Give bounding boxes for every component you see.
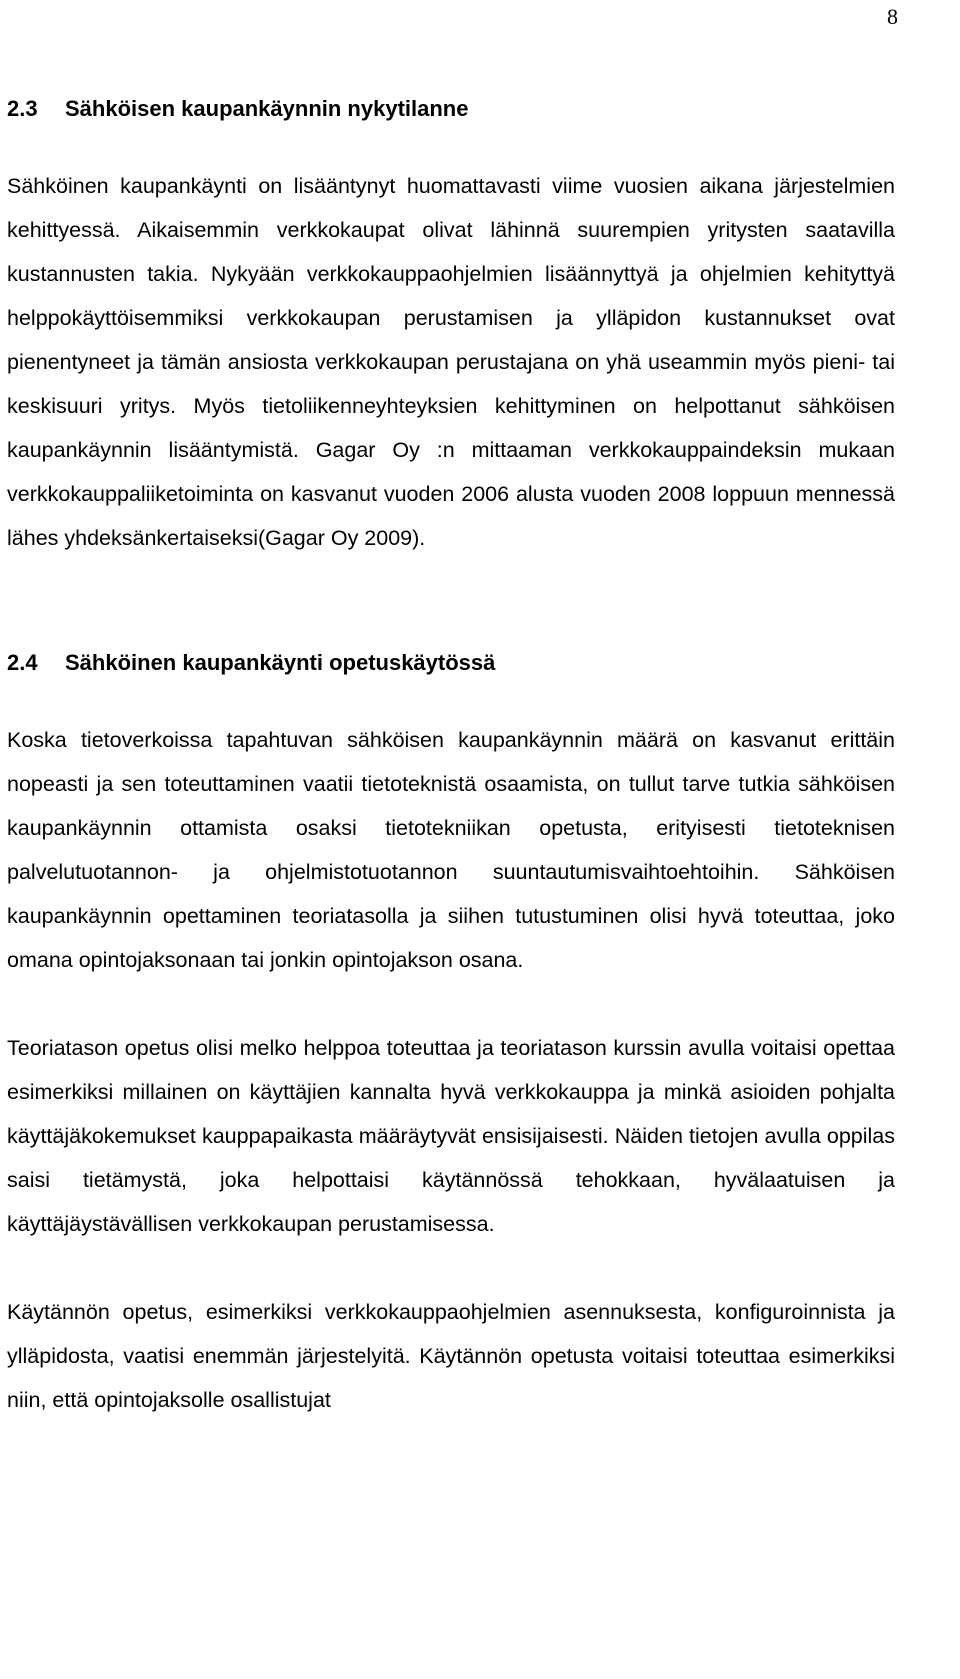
paragraph-teaching-need: Koska tietoverkoissa tapahtuvan sähköisen kaupankäynnin määrä on kasvanut erittäin nopeasti ja sen toteuttaminen vaatii tietoteknistä osaamista, on tullut tarve tutkia sähköisen kaupankäynnin ottamista osaksi tietotekniikan opetusta, erityisesti tietoteknisen palvelutuotannon- ja ohjelmistotuotannon suuntautumisvaihtoehtoihin. Sähköisen kaupankäynnin opettaminen teoriatasolla ja siihen tutustuminen olisi hyvä toteuttaa, joko omana opintojaksonaan tai jonkin opintojakson osana. xyxy=(7,728,895,972)
page-number: 8 xyxy=(887,4,898,29)
paragraph-ecommerce-status: Sähköinen kaupankäynti on lisääntynyt huomattavasti viime vuosien aikana järjestelmien kehittyessä. Aikaisemmin verkkokaupat olivat lähinnä suurempien yritysten saatavilla kustannusten takia. Nykyään verkkokauppaohjelmien lisäännyttyä ja ohjelmien kehityttyä helppokäyttöisemmiksi verkkokaupan perustamisen ja ylläpidon kustannukset ovat pienentyneet ja tämän ansiosta verkkokaupan perustajana on yhä useammin myös pieni- tai keskisuuri yritys. Myös tietoliikenneyhteyksien kehittyminen on helpottanut sähköisen kaupankäynnin lisääntymistä. Gagar Oy :n mittaaman verkkokauppaindeksin mukaan verkkokauppaliiketoiminta on kasvanut vuoden 2006 alusta vuoden 2008 loppuun mennessä lähes yhdeksänkertaiseksi(Gagar Oy 2009). xyxy=(7,174,895,550)
paragraph-practical-teaching: Käytännön opetus, esimerkiksi verkkokauppaohjelmien asennuksesta, konfiguroinnista ja ylläpidosta, vaatisi enemmän järjestelyitä. Käytännön opetusta voitaisi toteuttaa esimerkiksi niin, että opintojaksolle osallistujat xyxy=(7,1300,895,1412)
paragraph-theory-teaching: Teoriatason opetus olisi melko helppoa toteuttaa ja teoriatason kurssin avulla voitaisi opettaa esimerkiksi millainen on käyttäjien kannalta hyvä verkkokauppa ja minkä asioiden pohjalta käyttäjäkokemukset kauppapaikasta määräytyvät ensisijaisesti. Näiden tietojen avulla oppilas saisi tietämystä, joka helpottaisi käytännössä tehokkaan, hyvälaatuisen ja käyttäjäystävällisen verkkokaupan perustamisessa. xyxy=(7,1036,895,1236)
section-title: Sähköinen kaupankäynti opetuskäytössä xyxy=(65,650,496,675)
section-heading-2-3 xyxy=(7,94,895,124)
section-heading-2-4 xyxy=(7,648,895,678)
document-body xyxy=(7,94,895,1422)
section-number: 2.3 xyxy=(7,96,38,121)
section-number: 2.4 xyxy=(7,650,38,675)
section-title: Sähköisen kaupankäynnin nykytilanne xyxy=(65,96,469,121)
